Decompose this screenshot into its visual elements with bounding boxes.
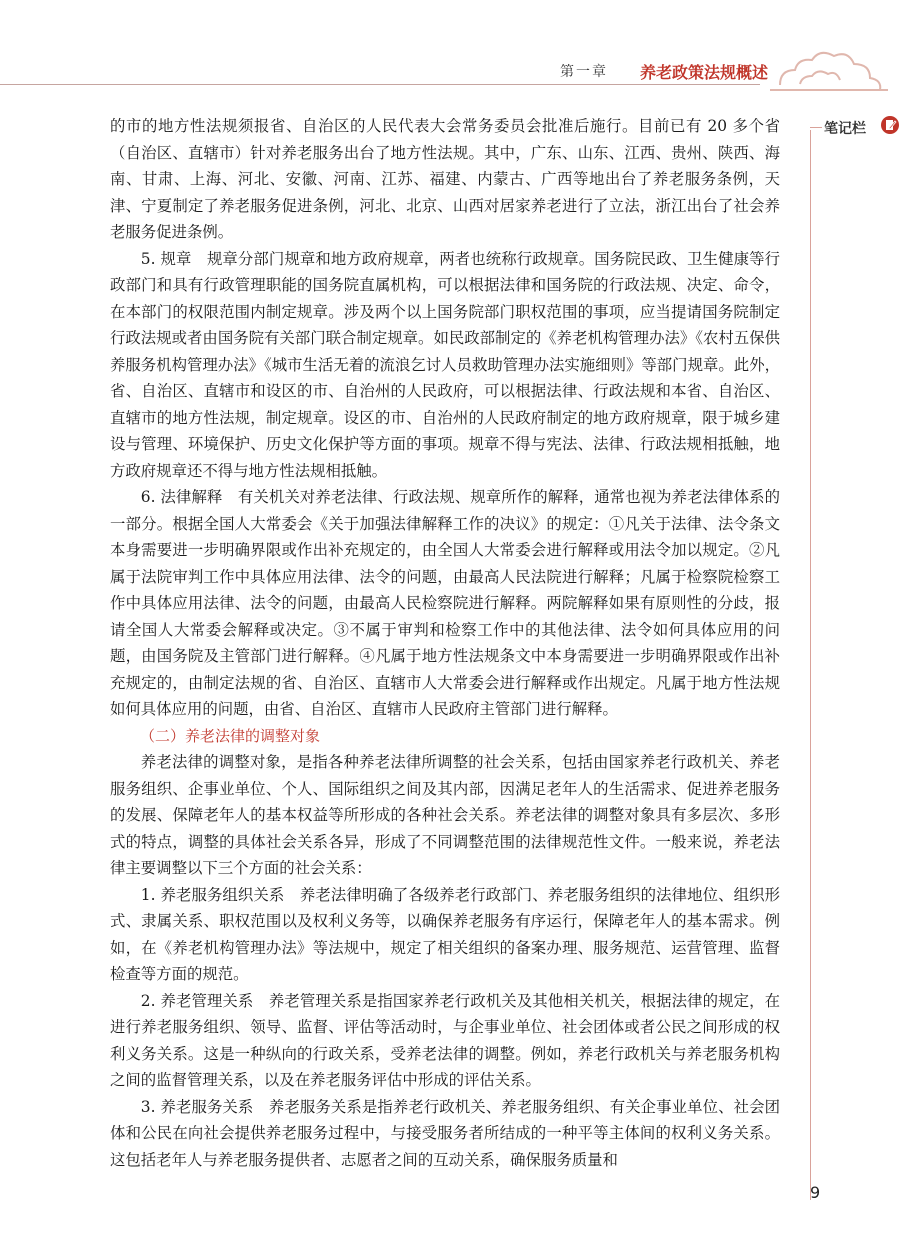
section-heading: （二）养老法律的调整对象 <box>140 726 321 745</box>
paragraph-legal-interpretation: 6. 法律解释 有关机关对养老法律、行政法规、规章所作的解释，通常也视为养老法律体系的一部分。根据全国人大常委会《关于加强法律解释工作的决议》的规定：①凡关于法律、法令条文本身需要进一步明确界限或作出补充规定的，由全国人大常委会进行解释或用法令加以规定。②凡属于法院审判工作中具体应用法律、法令的问题，由最高人民法院进行解释；凡属于检察院检察工作中具体应用法律、法令的问题，由最高人民检察院进行解释。两院解释如果有原则性的分歧，报请全国人大常委会解释或决定。③不属于审判和检察工作中的其他法律、法令如何具体应用的问题，由国务院及主管部门进行解释。④凡属于地方性法规条文中本身需要进一步明确界限或作出补充规定的，由制定法规的省、自治区、直辖市人大常委会进行解释或作出规定。凡属于地方性法规如何具体应用的问题，由省、自治区、直辖市人民政府主管部门进行解释。 <box>110 488 780 718</box>
paragraph-continued: 的市的地方性法规须报省、自治区的人民代表大会常务委员会批准后施行。目前已有 20 多个省（自治区、直辖市）针对养老服务出台了地方性法规。其中，广东、山东、江西、贵州、陕西、海南、甘肃、上海、河北、安徽、河南、江苏、福建、内蒙古、广西等地出台了养老服务条例，天津、宁夏制定了养老服务促进条例，河北、北京、山西对居家养老进行了立法，浙江出台了社会养老服务促进条例。 <box>110 117 780 241</box>
paragraph-service-relation: 3. 养老服务关系 养老服务关系是指养老行政机关、养老服务组织、有关企事业单位、社会团体和公民在向社会提供养老服务过程中，与接受服务者所结成的一种平等主体间的权利义务关系。这包括老年人与养老服务提供者、志愿者之间的互动关系，确保服务质量和 <box>110 1097 780 1169</box>
paragraph-service-organization: 1. 养老服务组织关系 养老法律明确了各级养老行政部门、养老服务组织的法律地位、组织形式、隶属关系、职权范围以及权利义务等，以确保养老服务有序运行，保障老年人的基本需求。例如，在《养老机构管理办法》等法规中，规定了相关组织的备案办理、服务规范、运营管理、监督检查等方面的规范。 <box>110 885 780 983</box>
notes-tick <box>810 127 822 128</box>
header-rule <box>0 84 760 85</box>
paragraph-regulations: 5. 规章 规章分部门规章和地方政府规章，两者也统称行政规章。国务院民政、卫生健康等行政部门和具有行政管理职能的国务院直属机构，可以根据法律和国务院的行政法规、决定、命令，在本部门的权限范围内制定规章。涉及两个以上国务院部门职权范围的事项，应当提请国务院制定行政法规或者由国务院有关部门联合制定规章。如民政部制定的《养老机构管理办法》《农村五保供养服务机构管理办法》《城市生活无着的流浪乞讨人员救助管理办法实施细则》等部门规章。此外，省、自治区、直辖市和设区的市、自治州的人民政府，可以根据法律、行政法规和本省、自治区、直辖市的地方性法规，制定规章。设区的市、自治州的人民政府制定的地方政府规章，限于城乡建设与管理、环境保护、历史文化保护等方面的事项。规章不得与宪法、法律、行政法规相抵触，地方政府规章还不得与地方性法规相抵触。 <box>110 249 780 480</box>
paragraph-adjustment-objects: 养老法律的调整对象，是指各种养老法律所调整的社会关系，包括由国家养老行政机关、养老服务组织、企事业单位、个人、国际组织之间及其内部，因满足老年人的生活需求、促进养老服务的发展、保障老年人的基本权益等所形成的各种社会关系。养老法律的调整对象具有多层次、多形式的特点，调整的具体社会关系各异，形成了不同调整范围的法律规范性文件。一般来说，养老法律主要调整以下三个方面的社会关系： <box>110 753 780 877</box>
notes-label: 笔记栏 <box>824 121 866 137</box>
page-number: 9 <box>810 1183 821 1202</box>
chapter-number: 第一章 <box>560 64 608 80</box>
notes-sidebar <box>800 100 900 1210</box>
notebook-pen-icon <box>880 115 900 135</box>
paragraph-management-relation: 2. 养老管理关系 养老管理关系是指国家养老行政机关及其他相关机关，根据法律的规定，在进行养老服务组织、领导、监督、评估等活动时，与企事业单位、社会团体或者公民之间形成的权利义务关系。这是一种纵向的行政关系，受养老法律的调整。例如，养老行政机关与养老服务机构之间的监督管理关系，以及在养老服务评估中形成的评估关系。 <box>110 991 780 1089</box>
page-header <box>0 0 900 110</box>
main-content <box>110 113 780 1173</box>
notes-rule <box>810 130 811 1200</box>
cloud-ornament-icon <box>770 40 890 100</box>
chapter-title: 养老政策法规概述 <box>640 63 769 82</box>
